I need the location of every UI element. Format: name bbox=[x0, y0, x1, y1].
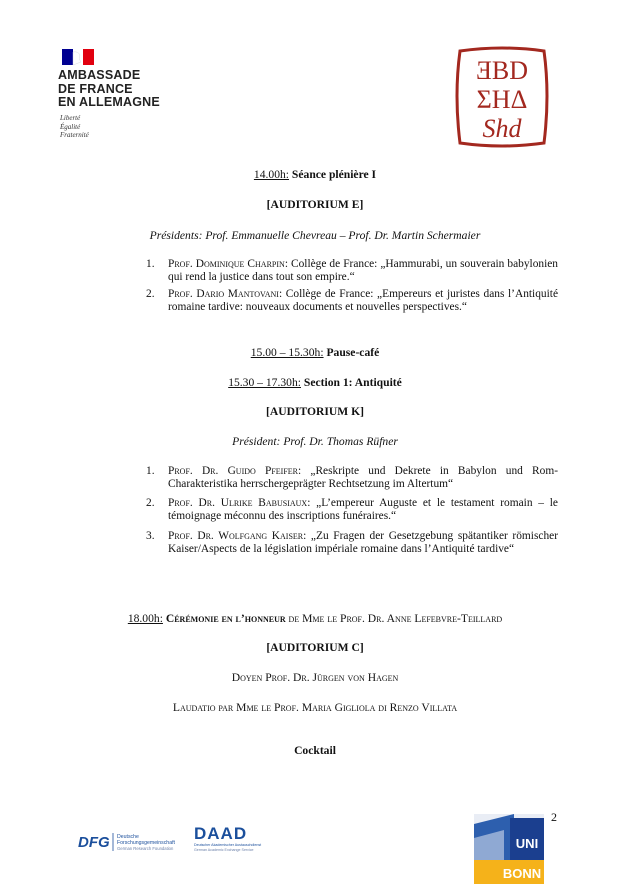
talk-number: 1. bbox=[146, 465, 155, 477]
motto-line: Liberté bbox=[60, 114, 81, 122]
dfg-mark: DFG bbox=[78, 834, 110, 851]
seal-line: ΣHΔ bbox=[476, 85, 528, 114]
embassy-name bbox=[58, 69, 160, 110]
dfg-logo bbox=[78, 831, 183, 853]
daad-text-line: Deutscher Akademischer Austauschdienst bbox=[194, 843, 262, 847]
break-heading bbox=[60, 346, 570, 359]
seal-line: Shd bbox=[482, 114, 522, 143]
dfg-text-line: German Research Foundation bbox=[117, 846, 174, 851]
uni-bonn-logo bbox=[474, 814, 544, 884]
talk-item bbox=[146, 497, 558, 524]
session1-time: 14.00h: bbox=[253, 168, 290, 181]
talk-number: 3. bbox=[146, 530, 155, 542]
cocktail-label: Cocktail bbox=[294, 744, 336, 757]
talk-speaker: Prof. Dr. Guido Pfeifer bbox=[168, 465, 299, 477]
ceremony-room: [AUDITORIUM C] bbox=[266, 641, 364, 654]
session1-room: [AUDITORIUM E] bbox=[266, 198, 364, 211]
daad-logo bbox=[192, 822, 290, 854]
marianne-flag-icon bbox=[62, 49, 94, 65]
talk-item bbox=[146, 530, 558, 557]
talk-speaker: Prof. Dr. Ulrike Babusiaux bbox=[168, 497, 308, 509]
embassy-line: AMBASSADE bbox=[58, 68, 141, 82]
break-title: Pause-café bbox=[326, 346, 380, 359]
talk-item bbox=[146, 258, 558, 285]
ceremony-laudatio: Laudatio par Mme le Prof. Maria Gigliola di Renzo Villata bbox=[172, 701, 458, 714]
ceremony-honoree: de Mme le Prof. Dr. Anne Lefebvre-Teillard bbox=[285, 612, 503, 625]
session2-title: Section 1: Antiquité bbox=[303, 376, 402, 389]
session2-time: 15.30 – 17.30h: bbox=[228, 376, 301, 389]
daad-text-line: German Academic Exchange Service bbox=[194, 848, 254, 852]
talk-number: 1. bbox=[146, 258, 155, 270]
session1-title: Séance plénière I bbox=[291, 168, 377, 181]
talk-speaker: Prof. Dominique Charpin bbox=[168, 258, 285, 270]
motto-line: Fraternité bbox=[60, 131, 89, 139]
uni-bonn-text-line: UNI bbox=[515, 836, 539, 851]
talk-speaker: Prof. Dario Mantovani bbox=[168, 288, 279, 300]
session1-heading bbox=[60, 168, 570, 181]
embassy-line: EN ALLEMAGNE bbox=[58, 95, 160, 110]
session2-room: [AUDITORIUM K] bbox=[265, 405, 364, 418]
talk-item bbox=[146, 288, 558, 315]
session2-heading bbox=[60, 376, 570, 389]
talk-text: : „Zu Fragen der Gesetzgebung spätantiker römischer Kaiser/Aspects de la législation impériale romaine dans l’Antiquité tardive“ bbox=[168, 530, 558, 556]
ceremony-heading bbox=[40, 612, 590, 625]
talk-speaker: Prof. Dr. Wolfgang Kaiser bbox=[168, 530, 304, 542]
ceremony-dean: Doyen Prof. Dr. Jürgen von Hagen bbox=[231, 671, 399, 684]
talk-number: 2. bbox=[146, 288, 155, 300]
page-number: 2 bbox=[551, 810, 557, 824]
talk-text: : Collège de France: „Hammurabi, un souverain babylonien qui rend la justice dans tout son empire.“ bbox=[168, 258, 558, 284]
republic-motto bbox=[60, 114, 89, 140]
break-time: 15.00 – 15.30h: bbox=[250, 346, 324, 359]
seal-line: ƎBD bbox=[476, 56, 528, 85]
talk-item bbox=[146, 465, 558, 492]
dfg-text-line: Deutsche bbox=[117, 834, 139, 840]
session1-chairs: Présidents: Prof. Emmanuelle Chevreau – Prof. Dr. Martin Schermaier bbox=[149, 229, 481, 242]
conference-seal-logo bbox=[452, 45, 552, 149]
talk-text: : Collège de France: „Empereurs et juristes dans l’Antiquité romaine tardive: nouveaux documents et nouvelles perspectives.“ bbox=[168, 288, 558, 314]
talk-number: 2. bbox=[146, 497, 155, 509]
daad-mark: DAAD bbox=[194, 824, 248, 843]
embassy-line: DE FRANCE bbox=[58, 81, 133, 96]
ceremony-time: 18.00h: bbox=[127, 612, 163, 625]
session2-chair: Président: Prof. Dr. Thomas Rüfner bbox=[232, 435, 398, 448]
ceremony-title: Cérémonie en l’honneur bbox=[165, 612, 286, 625]
motto-line: Égalité bbox=[60, 122, 81, 131]
dfg-text-line: Forschungsgemeinschaft bbox=[117, 840, 175, 846]
talk-text: : „L’empereur Auguste et le testament romain – le témoignage méconnu des inscriptions funéraires.“ bbox=[168, 497, 558, 523]
uni-bonn-text-line: BONN bbox=[502, 866, 542, 881]
talk-text: : „Reskripte und Dekrete in Babylon und Rom- Charakteristika herrschergeprägter Rechtsetzung im Altertum“ bbox=[168, 465, 558, 491]
